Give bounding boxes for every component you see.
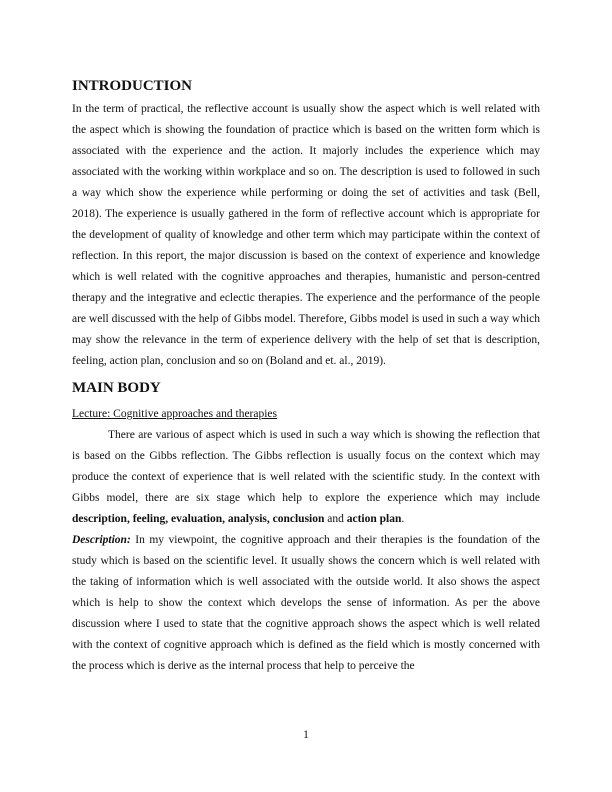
introduction-heading: INTRODUCTION xyxy=(72,78,193,94)
description-text: In my viewpoint, the cognitive approach and their therapies is the foundation of the study which is based on the scientific level. It usually shows the concern which is well related with the taking of information which is well associated with the outside world. It also shows the aspect which is help to show the context which develops the sense of information. As per the above discussion where I used to state that the cognitive approach shows the aspect which is well related with the context of cognitive approach which is defined as the field which is mostly concerned with the process which is derive as the internal process that help to perceive the xyxy=(72,534,540,672)
gibbs-action-plan: action plan xyxy=(346,513,402,525)
page-content xyxy=(72,76,540,677)
main-body-heading: MAIN BODY xyxy=(72,380,161,396)
lecture-title: Lecture: Cognitive approaches and therapies xyxy=(72,408,278,420)
gibbs-and: and xyxy=(324,513,347,525)
description-paragraph xyxy=(72,530,540,677)
gibbs-stages: description, feeling, evaluation, analysis, conclusion xyxy=(72,513,325,525)
gibbs-paragraph-text: There are various of aspect which is used in such a way which is showing the reflection that is based on the Gibbs reflection. The Gibbs reflection is usually focus on the context which may produce the context of experience that is well related with the scientific study. In the context with Gibbs model, there are six stage which help to explore the experience which may include xyxy=(72,429,540,504)
description-label: Description: xyxy=(72,534,131,546)
introduction-paragraph: In the term of practical, the reflective account is usually show the aspect which is well related with the aspect which is showing the foundation of practice which is based on the written form which is associated with the experience and the action. It majorly includes the experience which may associated with the working within workplace and so on. The description is used to followed in such a way which show the experience while performing or doing the set of activities and task (Bell, 2018). The experience is usually gathered in the form of reflective account which is appropriate for the development of quality of knowledge and other term which may participate within the context of reflection. In this report, the major discussion is based on the context of experience and knowledge which is well related with the cognitive approaches and therapies, humanistic and person-centred therapy and the integrative and eclectic therapies. The experience and the performance of the people are well discussed with the help of Gibbs model. Therefore, Gibbs model is used in such a way which may show the relevance in the term of experience delivery with the help of set that is description, feeling, action plan, conclusion and so on (Boland and et. al., 2019). xyxy=(72,103,540,367)
gibbs-period: . xyxy=(401,513,405,525)
page-number: 1 xyxy=(303,729,309,741)
gibbs-paragraph xyxy=(72,425,540,530)
